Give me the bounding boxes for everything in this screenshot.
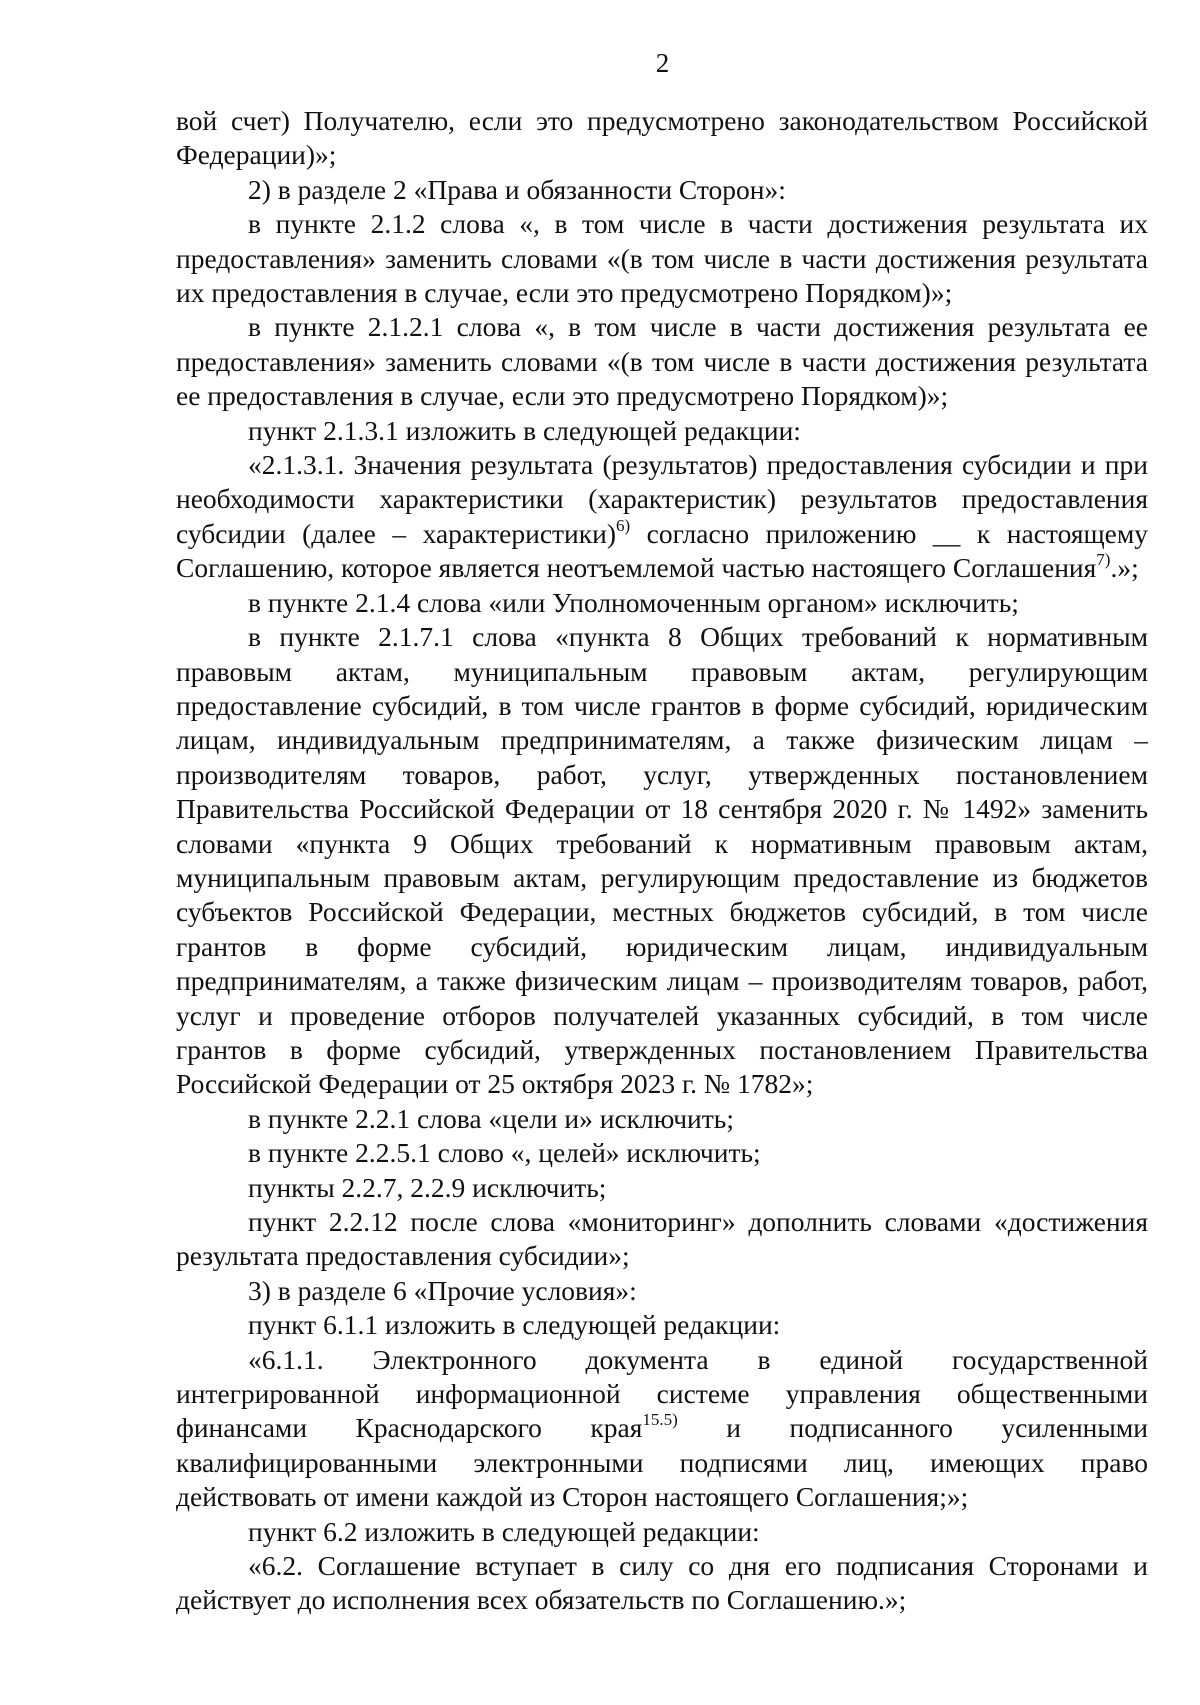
paragraph-clause-2-1-4: в пункте 2.1.4 слова «или Уполномоченным органом» исключить; (248, 586, 1019, 618)
paragraph-clause-2-1-3-1-text (176, 448, 1148, 586)
page-number: 2 (655, 48, 670, 78)
paragraph-section-2-heading: 2) в разделе 2 «Права и обязанности Сторон»: (248, 173, 786, 205)
paragraph-clause-2-1-2-1: в пункте 2.1.2.1 слова «, в том числе в части достижения результата ее предоставления» заменить словами «(в том числе в части достижения результата ее предоставления в случае, если это предусмотрено Порядком)»; (176, 311, 1148, 412)
paragraph-clauses-2-2-7-2-2-9: пункты 2.2.7, 2.2.9 исключить; (248, 1171, 607, 1203)
text-run: .»; (1110, 552, 1139, 584)
paragraph-clause-6-1-1-intro: пункт 6.1.1 изложить в следующей редакции: (248, 1309, 781, 1341)
text-run: и подписанного усиленными квалифицированными электронными подписями лиц, имеющих право действовать от имени каждой из Сторон настоящего Соглашения;»; (176, 1412, 1148, 1513)
paragraph-clause-2-2-5-1: в пункте 2.2.5.1 слово «, целей» исключить; (248, 1137, 761, 1169)
paragraph-clause-6-1-1-text (176, 1343, 1148, 1515)
paragraph-clause-2-2-1: в пункте 2.2.1 слова «цели и» исключить; (248, 1102, 734, 1134)
text-run: «2.1.3.1. Значения результата (результатов) предоставления субсидии и при необходимости характеристики (характеристик) результатов предоставления субсидии (далее – характеристики) (176, 449, 1148, 549)
text-run: согласно приложению __ к настоящему Соглашению, которое является неотъемлемой частью настоящего Соглашения (176, 517, 1148, 584)
footnote-ref: 15.5) (642, 1410, 678, 1430)
paragraph-clause-6-2-text: «6.2. Соглашение вступает в силу со дня его подписания Сторонами и действует до исполнения всех обязательств по Соглашению.»; (176, 1550, 1148, 1616)
paragraph-clause-2-1-3-1-intro: пункт 2.1.3.1 изложить в следующей редакции: (248, 414, 801, 446)
text-run: «6.1.1. Электронного документа в единой государственной интегрированной информационной системе управления общественными финансами Краснодарского края (176, 1343, 1148, 1444)
paragraph-continuation: вой счет) Получателю, если это предусмотрено законодательством Российской Федерации)»; (176, 105, 1148, 171)
document-body (176, 104, 1148, 1618)
paragraph-clause-2-1-7-1: в пункте 2.1.7.1 слова «пункта 8 Общих требований к нормативным правовым актам, муниципальным правовым актам, регулирующим предоставление субсидий, в том числе грантов в форме субсидий, юридическим лицам, индивидуальным предпринимателям, а также физическим лицам – производителям товаров, работ, услуг, утвержденных постановлением Правительства Российской Федерации от 18 сентября 2020 г. № 1492» заменить словами «пункта 9 Общих требований к нормативным правовым актам, муниципальным правовым актам, регулирующим предоставление из бюджетов субъектов Российской Федерации, местных бюджетов субсидий, в том числе грантов в форме субсидий, юридическим лицам, индивидуальным предпринимателям, а также физическим лицам – производителям товаров, работ, услуг и проведение отборов получателей указанных субсидий, в том числе грантов в форме субсидий, утвержденных постановлением Правительства Российской Федерации от 25 октября 2023 г. № 1782»; (176, 621, 1148, 1100)
paragraph-clause-2-2-12: пункт 2.2.12 после слова «мониторинг» дополнить словами «достижения результата предоставления субсидии»; (176, 1206, 1148, 1272)
paragraph-clause-2-1-2: в пункте 2.1.2 слова «, в том числе в части достижения результата их предоставления» заменить словами «(в том числе в части достижения результата их предоставления в случае, если это предусмотрено Порядком)»; (176, 208, 1148, 309)
footnote-ref: 7) (1096, 550, 1111, 570)
footnote-ref: 6) (616, 515, 631, 535)
paragraph-clause-6-2-intro: пункт 6.2 изложить в следующей редакции: (248, 1515, 760, 1547)
paragraph-section-6-heading: 3) в разделе 6 «Прочие условия»: (248, 1274, 637, 1306)
